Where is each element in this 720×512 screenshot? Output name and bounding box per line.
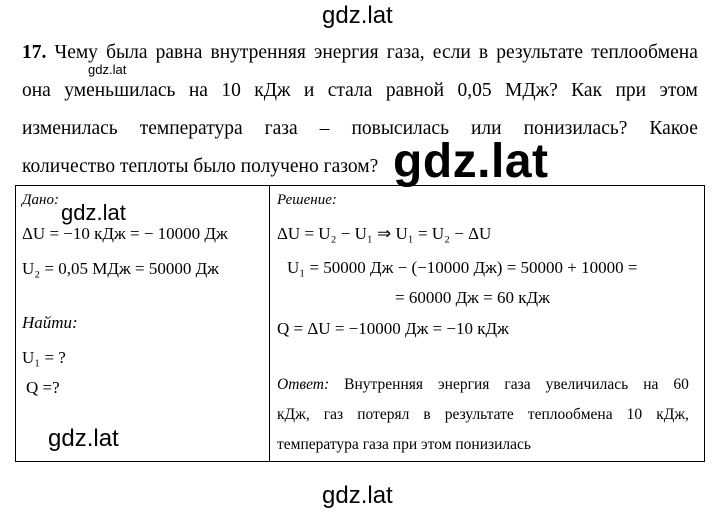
watermark-left-bottom: gdz.lat [48, 425, 119, 452]
word: 60 [673, 376, 689, 393]
problem-line-2 [22, 72, 698, 110]
problem-number: 17. [22, 42, 47, 63]
word: Чему [54, 42, 98, 63]
word: газа, [386, 42, 425, 63]
solution-eq-4: Q = ΔU = −10000 Дж = −10 кДж [277, 319, 509, 338]
word: газ [323, 406, 344, 423]
word: при [615, 80, 647, 101]
word: на [188, 80, 208, 101]
given-heading: Дано: [22, 192, 59, 208]
word: в [478, 42, 489, 63]
word: на [643, 376, 659, 393]
word: энергия [314, 42, 379, 63]
word: уменьшилась [64, 80, 176, 101]
word: кДж, [656, 406, 689, 423]
word: и [303, 80, 315, 101]
word: увеличилась [545, 376, 629, 393]
word: газа [504, 376, 531, 393]
word: она [22, 80, 51, 101]
given-eq-2: U₂ = 0,05 МДж = 50000 Дж [22, 259, 219, 278]
word: теплообмена [591, 42, 698, 63]
answer-label: Ответ: [277, 376, 330, 393]
word: кДж, [277, 406, 310, 423]
problem-line-3 [22, 110, 698, 148]
watermark-given: gdz.lat [61, 200, 126, 225]
watermark-small: gdz.lat [88, 62, 127, 77]
solution-table [15, 185, 705, 462]
solution-eq-2: U₁ = 50000 Дж − (−10000 Дж) = 50000 + 10000 = [287, 258, 638, 277]
word: газа [264, 118, 298, 139]
problem-line-4 [22, 148, 698, 186]
word: результате [496, 42, 584, 63]
word: повысилась [351, 118, 449, 139]
word: 10 [221, 80, 241, 101]
word: энергия [438, 376, 490, 393]
word: в [423, 406, 431, 423]
given-eq-1: ΔU = −10 кДж = − 10000 Дж [22, 224, 228, 243]
word: равной [385, 80, 445, 101]
word: Как [571, 80, 603, 101]
word: Внутренняя [344, 376, 423, 393]
table-divider [269, 186, 270, 461]
word: 10 [626, 406, 643, 423]
problem-statement [22, 34, 698, 186]
word: температура [139, 118, 243, 139]
word: внутренняя [210, 42, 306, 63]
word: кДж [254, 80, 291, 101]
word: потерял [357, 406, 410, 423]
word: результате [444, 406, 514, 423]
find-heading: Найти: [22, 313, 78, 332]
watermark-top: gdz.lat [322, 2, 393, 29]
watermark-big: gdz.lat [393, 135, 549, 188]
solution-heading: Решение: [277, 192, 337, 208]
answer-line-1 [277, 376, 689, 394]
word: Какое [649, 118, 698, 139]
answer-line-2 [277, 406, 689, 424]
word: этом [659, 80, 698, 101]
find-1: U₁ = ? [22, 348, 66, 367]
solution-eq-1: ΔU = U₂ − U₁ ⇒ U₁ = U₂ − ΔU [277, 224, 492, 243]
word: 0,05 [457, 80, 492, 101]
word: стала [327, 80, 373, 101]
word: изменилась [22, 118, 118, 139]
word: равна [155, 42, 203, 63]
problem-line-4-text: количество теплоты было получено газом? [22, 156, 379, 177]
solution-eq-3: = 60000 Дж = 60 кДж [395, 288, 550, 307]
word: понизилась? [523, 118, 628, 139]
word: была [106, 42, 148, 63]
word: МДж? [504, 80, 558, 101]
word: – [319, 118, 330, 139]
word: теплообмена [527, 406, 613, 423]
answer-line-3: температура газа при этом понизилась [277, 436, 531, 453]
word: или [470, 118, 502, 139]
find-2: Q =? [26, 378, 60, 397]
watermark-bottom: gdz.lat [322, 482, 393, 509]
word: если [432, 42, 471, 63]
